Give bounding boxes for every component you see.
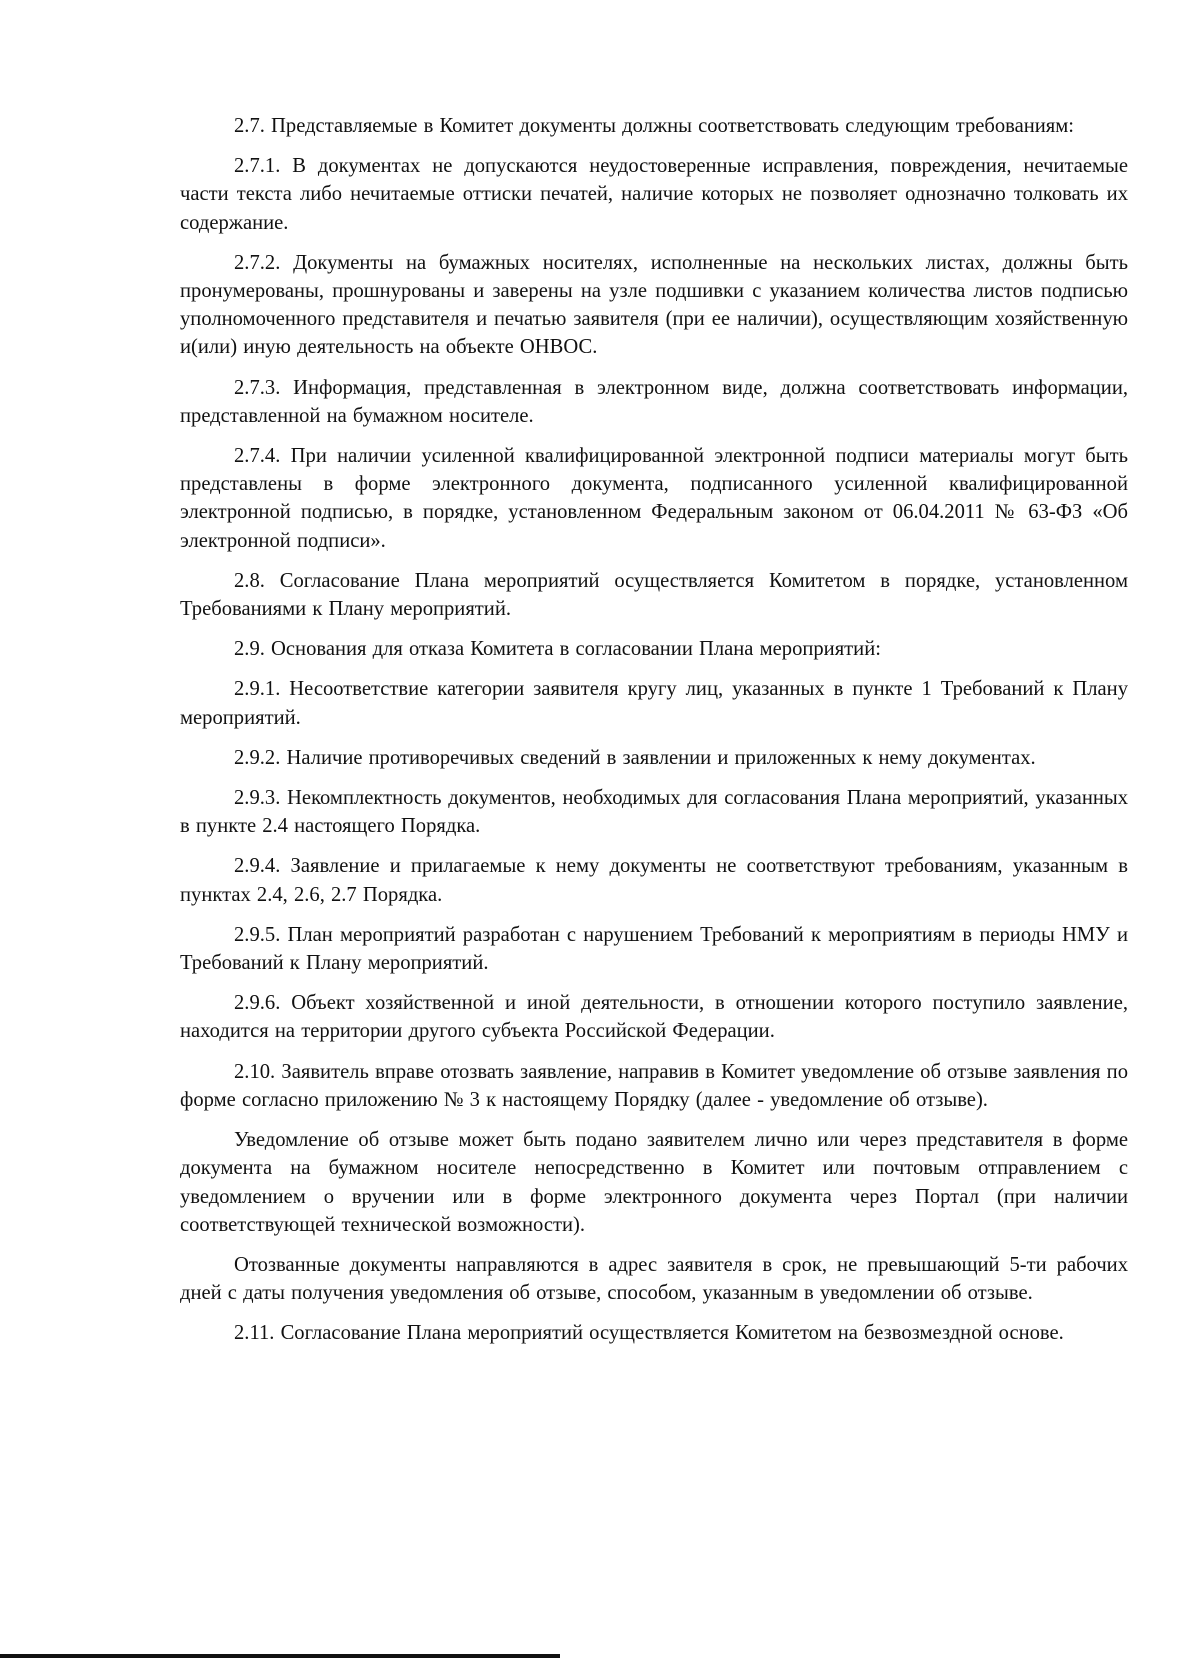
paragraph-2-7-3: 2.7.3. Информация, представленная в электронном виде, должна соответствовать информации, представленной на бумажном носителе. (180, 376, 1128, 427)
paragraph-2-9-5: 2.9.5. План мероприятий разработан с нарушением Требований к мероприятиям в периоды НМУ и Требований к Плану мероприятий. (180, 923, 1128, 975)
paragraph-2-10: 2.10. Заявитель вправе отозвать заявление, направив в Комитет уведомление об отзыве заявления по форме согласно приложению № 3 к настоящему Порядку (далее - уведомление об отзыве). (180, 1060, 1128, 1111)
paragraph-2-9-4: 2.9.4. Заявление и прилагаемые к нему документы не соответствуют требованиям, указанным в пунктах 2.4, 2.6, 2.7 Порядка. (180, 855, 1128, 906)
paragraph-2-9-1: 2.9.1. Несоответствие категории заявителя кругу лиц, указанных в пункте 1 Требований к Плану мероприятий. (180, 678, 1128, 729)
paragraph-2-9: 2.9. Основания для отказа Комитета в согласовании Плана мероприятий: (234, 638, 881, 661)
document-body (180, 112, 1128, 1360)
paragraph-2-11: 2.11. Согласование Плана мероприятий осуществляется Комитетом на безвозмездной основе. (234, 1322, 1064, 1345)
bottom-edge-line (0, 1654, 560, 1658)
paragraph-withdrawn-documents: Отозванные документы направляются в адрес заявителя в срок, не превышающий 5-ти рабочих дней с даты получения уведомления об отзыве, способом, указанным в уведомлении об отзыве. (180, 1253, 1128, 1305)
paragraph-2-9-3: 2.9.3. Некомплектность документов, необходимых для согласования Плана мероприятий, указанных в пункте 2.4 настоящего Порядка. (180, 787, 1128, 838)
paragraph-2-7-2: 2.7.2. Документы на бумажных носителях, исполненные на нескольких листах, должны быть пронумерованы, прошнурованы и заверены на узле подшивки с указанием количества листов подписью уполномоченного представителя и печатью заявителя (при ее наличии), осуществляющим хозяйственную и(или) иную деятельность на объекте ОНВОС. (180, 251, 1128, 359)
paragraph-2-9-6: 2.9.6. Объект хозяйственной и иной деятельности, в отношении которого поступило заявление, находится на территории другого субъекта Российской Федерации. (180, 992, 1128, 1043)
paragraph-2-8: 2.8. Согласование Плана мероприятий осуществляется Комитетом в порядке, установленном Требованиями к Плану мероприятий. (180, 569, 1128, 621)
paragraph-withdrawal-notice: Уведомление об отзыве может быть подано заявителем лично или через представителя в форме документа на бумажном носителе непосредственно в Комитет или почтовым отправлением с уведомлением о вручении или в форме электронного документа через Портал (при наличии соответствующей технической возможности). (180, 1129, 1128, 1236)
paragraph-2-7-4: 2.7.4. При наличии усиленной квалифицированной электронной подписи материалы могут быть представлены в форме электронного документа, подписанного усиленной квалифицированной электронной подписью, в порядке, установленном Федеральным законом от 06.04.2011 № 63-ФЗ «Об электронной подписи». (180, 445, 1128, 552)
paragraph-2-7-1: 2.7.1. В документах не допускаются неудостоверенные исправления, повреждения, нечитаемые части текста либо нечитаемые оттиски печатей, наличие которых не позволяет однозначно толковать их содержание. (180, 155, 1128, 234)
paragraph-2-7: 2.7. Представляемые в Комитет документы должны соответствовать следующим требованиям: (234, 115, 1075, 137)
paragraph-2-9-2: 2.9.2. Наличие противоречивых сведений в заявлении и приложенных к нему документах. (234, 746, 1036, 769)
